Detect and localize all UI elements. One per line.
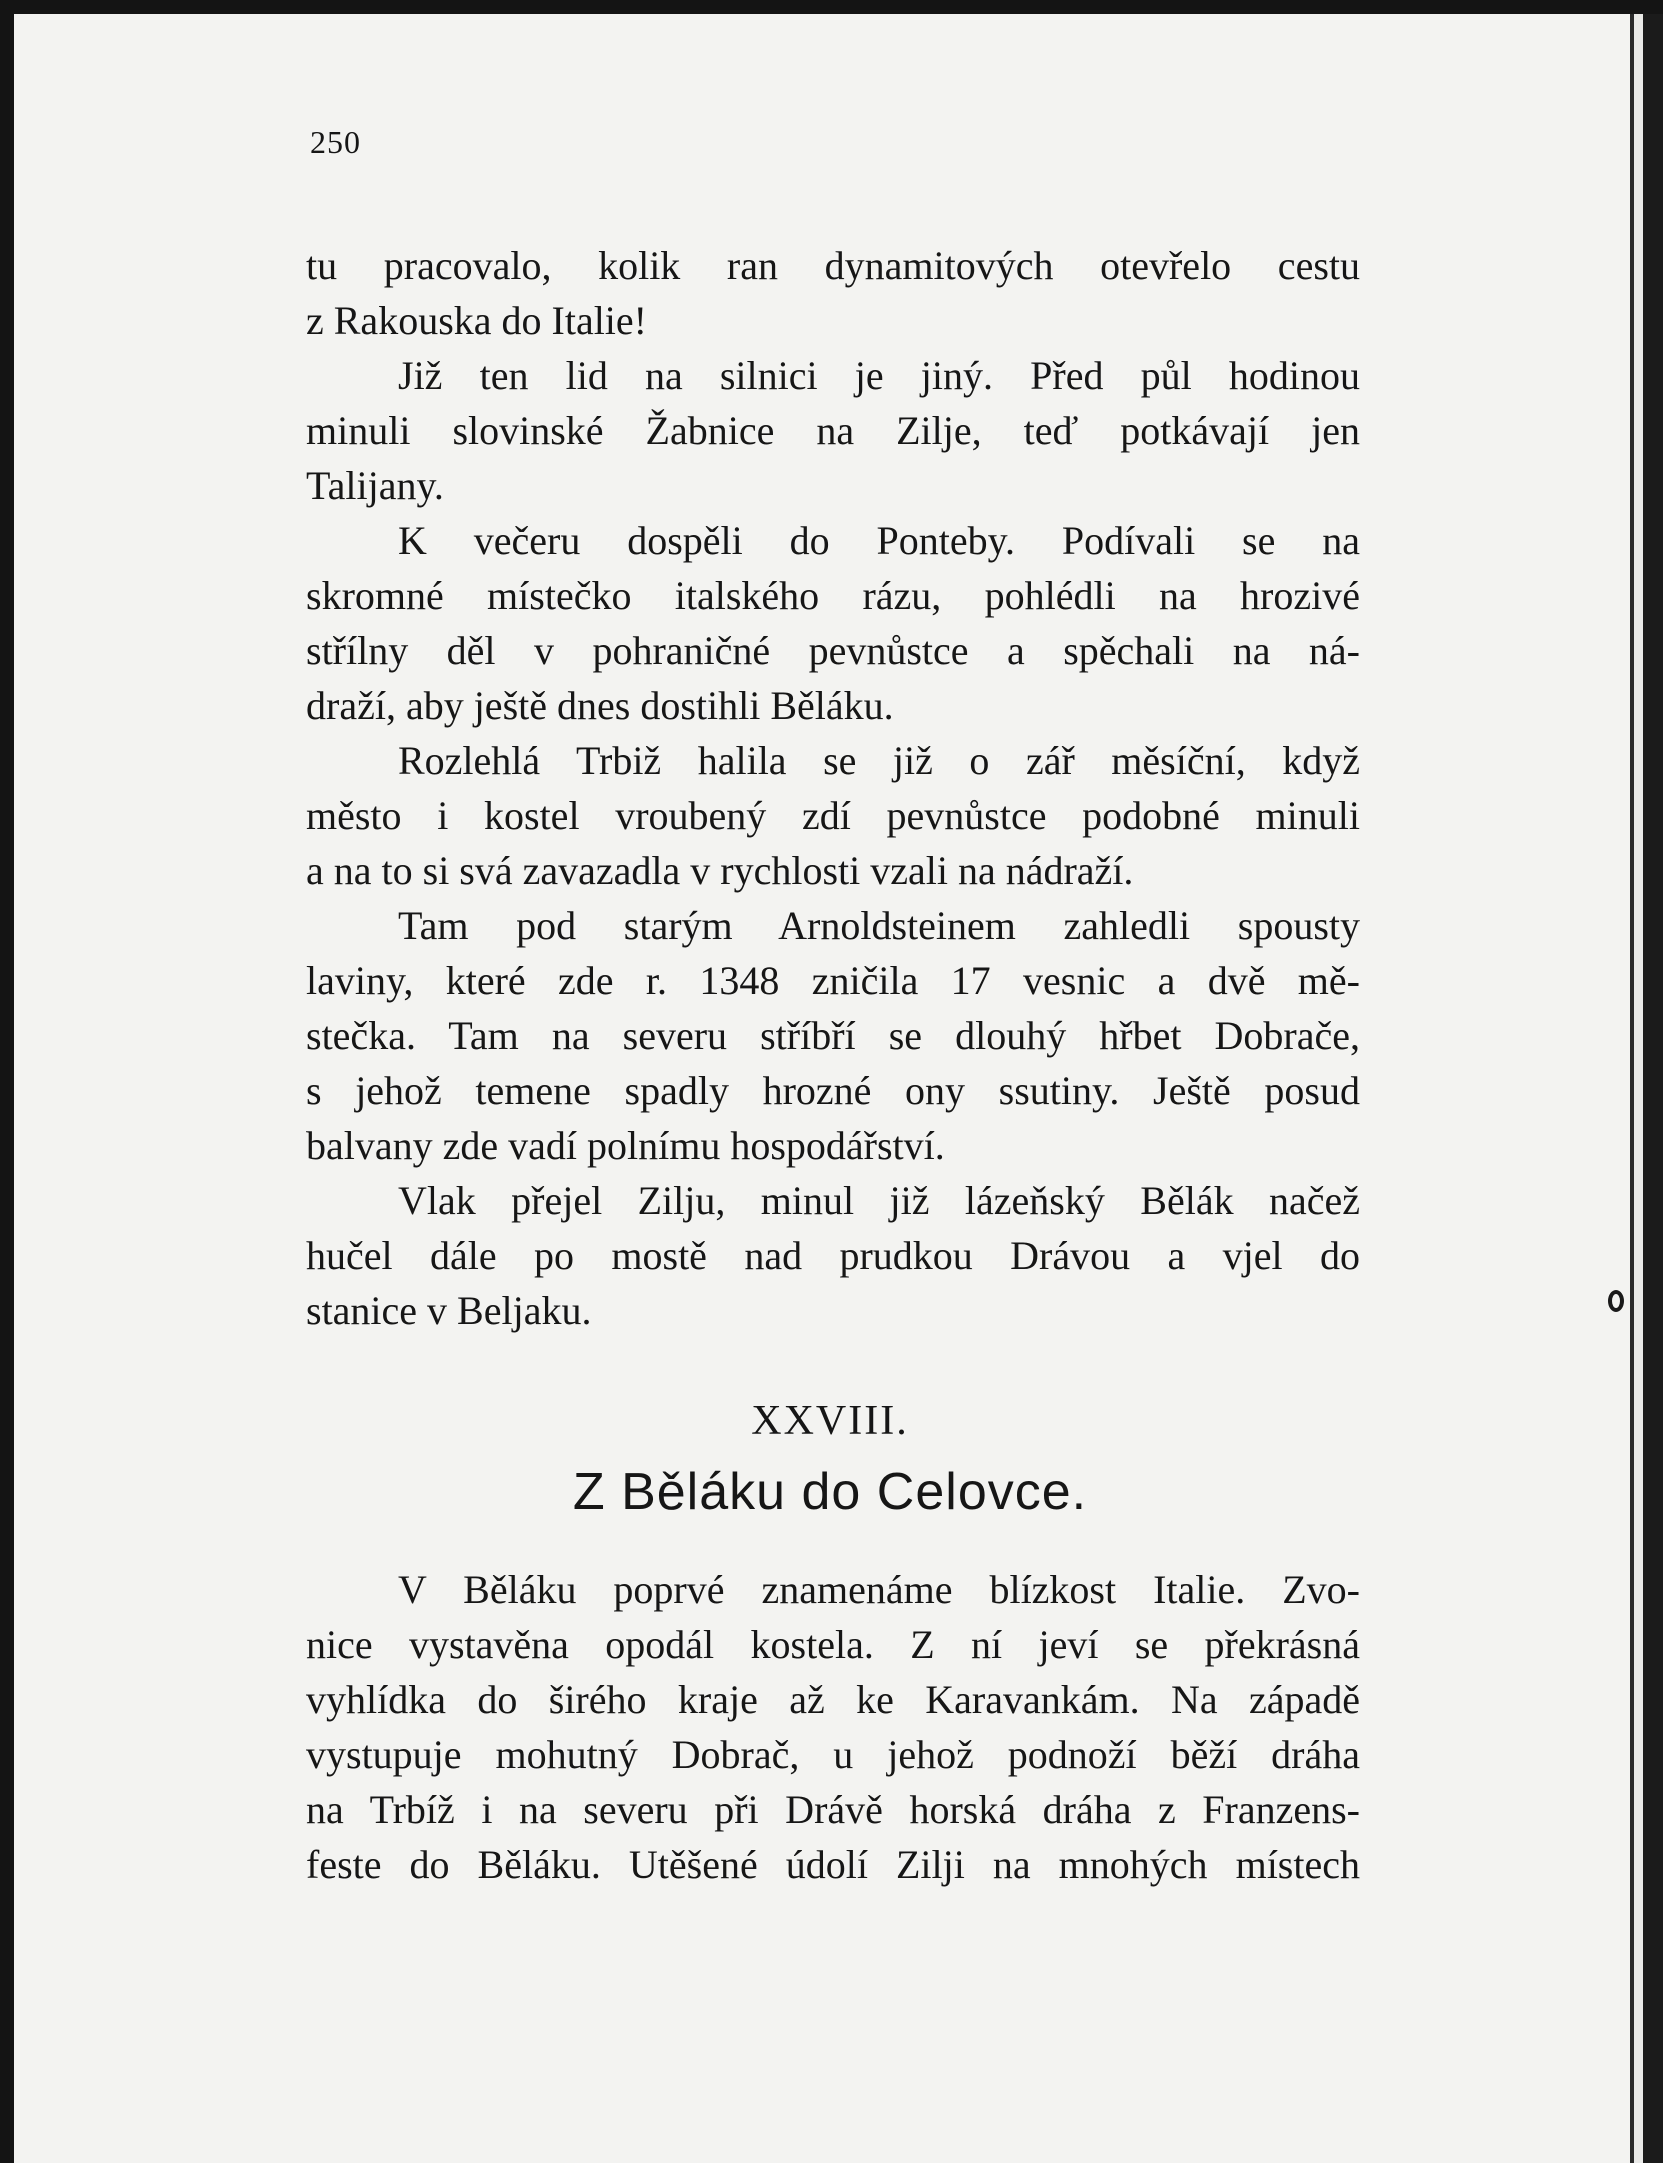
text-line: Talijany. bbox=[306, 463, 444, 508]
paragraph bbox=[306, 238, 1360, 348]
text-line: z Rakouska do Italie! bbox=[306, 298, 647, 343]
margin-mark bbox=[1608, 1290, 1624, 1312]
text-line: feste do Běláku. Utěšené údolí Zilji na mnohých místech bbox=[306, 1842, 1360, 1887]
paragraph bbox=[306, 1173, 1360, 1338]
text-line: hučel dále po mostě nad prudkou Drávou a vjel do bbox=[306, 1233, 1360, 1278]
text-line: Tam pod starým Arnoldsteinem zahledli spousty bbox=[398, 903, 1360, 948]
body-text-before-chapter bbox=[306, 238, 1360, 1338]
text-line: střílny děl v pohraničné pevnůstce a spěchali na ná- bbox=[306, 628, 1360, 673]
text-line: vystupuje mohutný Dobrač, u jehož podnoží běží dráha bbox=[306, 1732, 1360, 1777]
text-line: skromné místečko italského rázu, pohlédli na hrozivé bbox=[306, 573, 1360, 618]
text-line: s jehož temene spadly hrozné ony ssutiny. Ještě posud bbox=[306, 1068, 1360, 1113]
page-number: 250 bbox=[310, 124, 361, 160]
text-line: město i kostel vroubený zdí pevnůstce podobné minuli bbox=[306, 793, 1360, 838]
body-text-after-chapter bbox=[306, 1562, 1360, 1892]
text-line: K večeru dospěli do Ponteby. Podívali se na bbox=[398, 518, 1360, 563]
paragraph bbox=[306, 348, 1360, 513]
chapter-title: Z Běláku do Celovce. bbox=[572, 1463, 1088, 1521]
text-line: V Běláku poprvé znamenáme blízkost Italie. Zvo- bbox=[398, 1567, 1360, 1612]
paragraph bbox=[306, 733, 1360, 898]
text-line: stanice v Beljaku. bbox=[306, 1288, 592, 1333]
text-line: Již ten lid na silnici je jiný. Před půl hodinou bbox=[398, 353, 1360, 398]
paragraph bbox=[306, 1562, 1360, 1892]
text-line: a na to si svá zavazadla v rychlosti vzali na nádraží. bbox=[306, 848, 1134, 893]
paragraph bbox=[306, 898, 1360, 1173]
text-line: Vlak přejel Zilju, minul již lázeňský Bělák načež bbox=[398, 1178, 1360, 1223]
text-line: Rozlehlá Trbiž halila se již o zář měsíční, když bbox=[398, 738, 1360, 783]
text-line: vyhlídka do širého kraje až ke Karavankám. Na západě bbox=[306, 1677, 1360, 1722]
scan-border bbox=[1643, 14, 1663, 2163]
text-line: na Trbíž i na severu při Drávě horská dráha z Franzens- bbox=[306, 1787, 1360, 1832]
text-line: minuli slovinské Žabnice na Zilje, teď potkávají jen bbox=[306, 408, 1360, 453]
text-line: tu pracovalo, kolik ran dynamitových otevřelo cestu bbox=[306, 243, 1360, 288]
paragraph bbox=[306, 513, 1360, 733]
text-line: stečka. Tam na severu stříbří se dlouhý hřbet Dobrače, bbox=[306, 1013, 1360, 1058]
text-line: draží, aby ještě dnes dostihli Běláku. bbox=[306, 683, 894, 728]
chapter-number: XXVIII. bbox=[751, 1398, 909, 1444]
text-line: balvany zde vadí polnímu hospodářství. bbox=[306, 1123, 945, 1168]
text-line: laviny, které zde r. 1348 zničila 17 vesnic a dvě mě- bbox=[306, 958, 1360, 1003]
text-line: nice vystavěna opodál kostela. Z ní jeví se překrásná bbox=[306, 1622, 1360, 1667]
